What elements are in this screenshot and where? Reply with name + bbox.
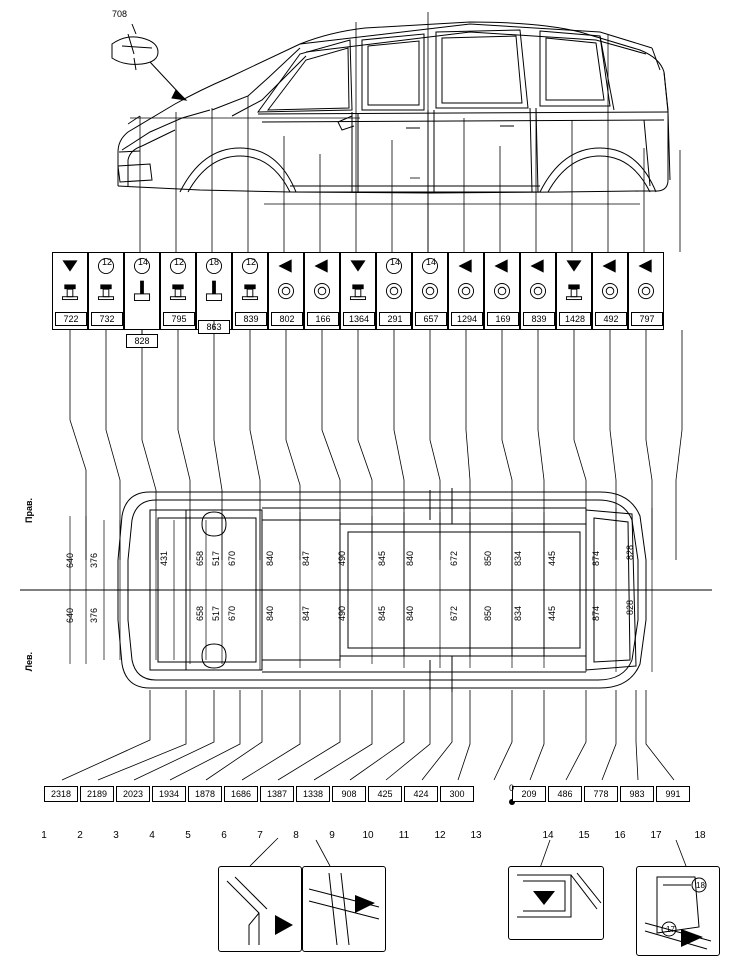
plan-dim-right: 376 xyxy=(89,553,99,569)
measuring-point-dropped-value: 828 xyxy=(126,334,158,348)
index-number: 12 xyxy=(434,830,446,841)
bottom-dimension: 424 xyxy=(404,786,438,802)
index-number: 4 xyxy=(149,830,155,841)
measuring-point-value: 492 xyxy=(595,312,627,326)
index-number: 13 xyxy=(470,830,482,841)
detail-14-graphic xyxy=(509,867,603,939)
bottom-dimension: 1338 xyxy=(296,786,330,802)
bottom-dimension: 209 xyxy=(512,786,546,802)
index-number: 18 xyxy=(694,830,706,841)
measuring-point-value: 291 xyxy=(379,312,411,326)
index-number: 11 xyxy=(398,830,410,841)
plan-dim-left: 828 xyxy=(625,600,635,616)
plan-dim-left: 658 xyxy=(195,606,205,622)
detail-box[interactable] xyxy=(302,866,386,952)
plan-dim-right: 640 xyxy=(65,553,75,569)
plan-dim-left: 672 xyxy=(449,606,459,622)
bottom-dimension: 983 xyxy=(620,786,654,802)
measuring-point-value: 1294 xyxy=(451,312,483,326)
bottom-dimension: 1934 xyxy=(152,786,186,802)
plan-dim-left: 376 xyxy=(89,608,99,624)
plan-dim-left: 874 xyxy=(591,606,601,622)
plan-dim-right: 517 xyxy=(211,551,221,567)
origin-label: 0 xyxy=(509,783,515,793)
plan-dim-right: 840 xyxy=(405,551,415,567)
measuring-point-value: 1364 xyxy=(343,312,375,326)
measuring-point-symbol-label: 12 xyxy=(102,257,113,267)
plan-dim-left: 517 xyxy=(211,606,221,622)
measuring-point-value: 839 xyxy=(523,312,555,326)
plan-dim-right: 828 xyxy=(625,545,635,561)
measuring-point-symbol-label: 14 xyxy=(426,257,437,267)
plan-left-label: Лев. xyxy=(24,652,34,672)
bottom-dimension: 1878 xyxy=(188,786,222,802)
plan-dim-left: 840 xyxy=(265,606,275,622)
plan-dim-left: 640 xyxy=(65,608,75,624)
bottom-dimension: 2023 xyxy=(116,786,150,802)
bottom-dimension: 778 xyxy=(584,786,618,802)
index-number: 17 xyxy=(650,830,662,841)
plan-dim-right: 445 xyxy=(547,551,557,567)
plan-dim-left: 850 xyxy=(483,606,493,622)
measuring-point-value: 839 xyxy=(235,312,267,326)
index-number: 2 xyxy=(77,830,83,841)
top-callout-label: 708 xyxy=(112,9,128,19)
plan-dim-right: 840 xyxy=(265,551,275,567)
plan-dim-left: 845 xyxy=(377,606,387,622)
plan-dim-right: 834 xyxy=(513,551,523,567)
bottom-dimension: 2318 xyxy=(44,786,78,802)
plan-dim-right: 658 xyxy=(195,551,205,567)
index-number: 9 xyxy=(329,830,335,841)
plan-dim-left: 840 xyxy=(405,606,415,622)
measuring-point-value: 722 xyxy=(55,312,87,326)
bottom-dimension: 2189 xyxy=(80,786,114,802)
measuring-point-value: 732 xyxy=(91,312,123,326)
plan-dim-right: 490 xyxy=(337,551,347,567)
index-number: 1 xyxy=(41,830,47,841)
index-number: 16 xyxy=(614,830,626,841)
bottom-dimension: 486 xyxy=(548,786,582,802)
svg-text:17: 17 xyxy=(666,925,675,934)
index-number: 6 xyxy=(221,830,227,841)
measuring-point-value: 166 xyxy=(307,312,339,326)
detail-7-graphic xyxy=(219,867,301,951)
plan-dim-right: 845 xyxy=(377,551,387,567)
measuring-point-symbol-label: 14 xyxy=(138,257,149,267)
svg-text:18: 18 xyxy=(696,881,705,890)
measuring-point-value: 802 xyxy=(271,312,303,326)
plan-dim-right: 670 xyxy=(227,551,237,567)
plan-dim-right: 672 xyxy=(449,551,459,567)
bottom-dimension: 1686 xyxy=(224,786,258,802)
index-number: 15 xyxy=(578,830,590,841)
bottom-dimension: 425 xyxy=(368,786,402,802)
detail-8-graphic xyxy=(303,867,385,951)
bottom-dimension: 908 xyxy=(332,786,366,802)
plan-dim-left: 847 xyxy=(301,606,311,622)
measuring-point-symbol-label: 12 xyxy=(174,257,185,267)
plan-dim-right: 850 xyxy=(483,551,493,567)
plan-dim-left: 490 xyxy=(337,606,347,622)
bottom-dimension: 1387 xyxy=(260,786,294,802)
measuring-point-value: 797 xyxy=(631,312,663,326)
measuring-point-dropped-value: 863 xyxy=(198,320,230,334)
measuring-point-value: 1428 xyxy=(559,312,591,326)
index-number: 3 xyxy=(113,830,119,841)
bottom-dimension: 991 xyxy=(656,786,690,802)
plan-dim-right: 874 xyxy=(591,551,601,567)
index-number: 8 xyxy=(293,830,299,841)
plan-right-label: Прав. xyxy=(24,498,34,524)
index-number: 10 xyxy=(362,830,374,841)
measuring-point-symbol-label: 14 xyxy=(390,257,401,267)
measuring-point-value: 795 xyxy=(163,312,195,326)
measuring-point-symbol-label: 12 xyxy=(246,257,257,267)
index-number: 7 xyxy=(257,830,263,841)
measuring-point-symbol-label: 18 xyxy=(209,257,220,267)
bottom-dimension-row xyxy=(40,783,700,804)
bottom-dimension: 300 xyxy=(440,786,474,802)
detail-box[interactable] xyxy=(636,866,720,956)
plan-dim-right: 431 xyxy=(159,551,169,567)
plan-dim-right: 847 xyxy=(301,551,311,567)
detail-17-18-graphic xyxy=(637,867,719,955)
detail-box[interactable] xyxy=(508,866,604,940)
plan-dim-left: 445 xyxy=(547,606,557,622)
index-number: 14 xyxy=(542,830,554,841)
measuring-point-value: 169 xyxy=(487,312,519,326)
measuring-point-value: 657 xyxy=(415,312,447,326)
plan-dim-left: 834 xyxy=(513,606,523,622)
index-number: 5 xyxy=(185,830,191,841)
plan-dim-left: 670 xyxy=(227,606,237,622)
detail-box[interactable] xyxy=(218,866,302,952)
